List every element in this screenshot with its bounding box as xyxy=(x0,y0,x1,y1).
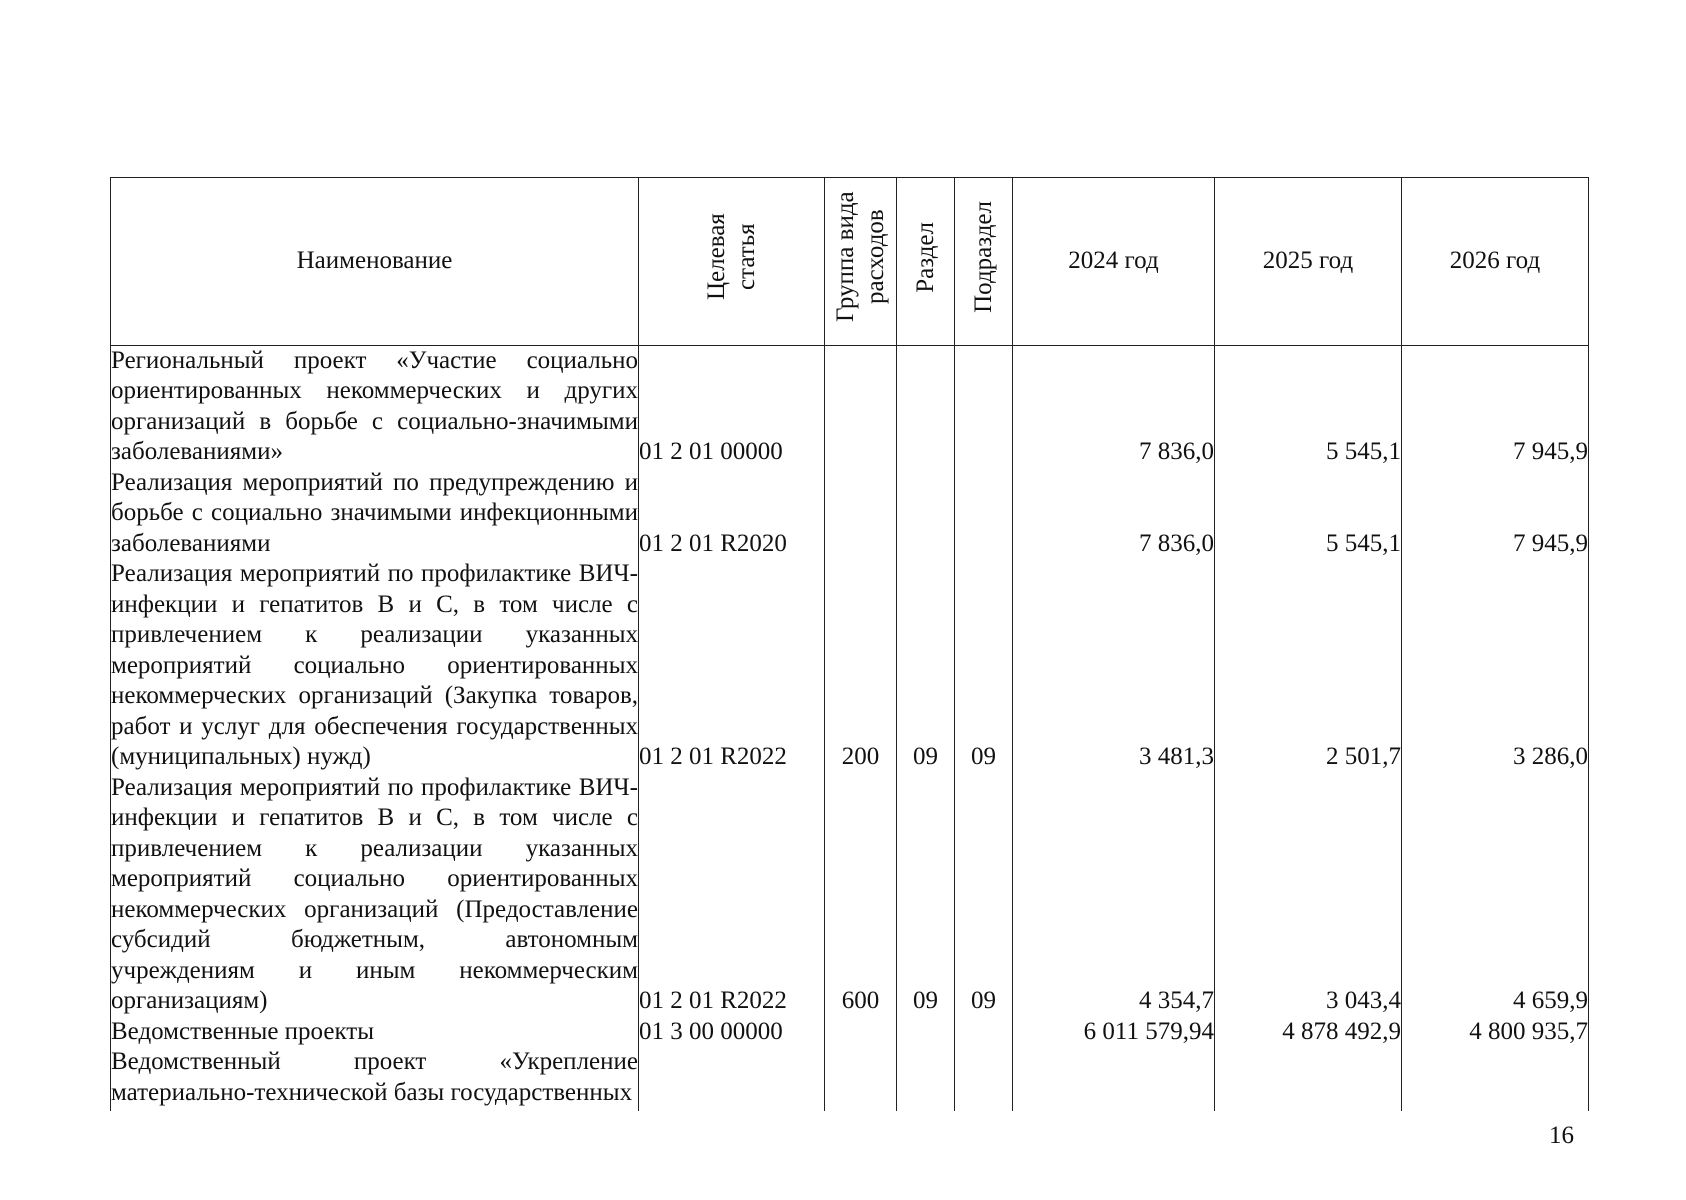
row-expense-group: 600 xyxy=(825,773,897,1017)
row-value-2026: 7 945,9 xyxy=(1402,345,1589,468)
table-row xyxy=(111,468,1589,560)
row-value-2024: 7 836,0 xyxy=(1013,345,1215,468)
row-section: 09 xyxy=(897,773,955,1017)
header-year-2025: 2025 год xyxy=(1215,178,1402,346)
row-target-article: 01 2 01 R2022 xyxy=(639,773,825,1017)
header-subsection: Подраздел xyxy=(955,178,1013,346)
row-name: Ведомственные проекты xyxy=(111,1017,639,1048)
row-name: Региональный проект «Участие социально ориентированных некоммерческих и других организаций в борьбе с социально-значимыми заболеваниями» xyxy=(111,345,639,468)
row-section xyxy=(897,468,955,560)
row-value-2024 xyxy=(1013,1047,1215,1111)
row-subsection xyxy=(955,468,1013,560)
row-section xyxy=(897,345,955,468)
table-row xyxy=(111,559,1589,773)
row-value-2025: 5 545,1 xyxy=(1215,345,1402,468)
row-value-2025: 5 545,1 xyxy=(1215,468,1402,560)
row-value-2026: 4 659,9 xyxy=(1402,773,1589,1017)
page-number: 16 xyxy=(1549,1122,1574,1149)
header-row xyxy=(111,178,1589,346)
row-subsection: 09 xyxy=(955,559,1013,773)
row-value-2024: 3 481,3 xyxy=(1013,559,1215,773)
row-value-2025: 4 878 492,9 xyxy=(1215,1017,1402,1048)
row-value-2024: 4 354,7 xyxy=(1013,773,1215,1017)
row-value-2025 xyxy=(1215,1047,1402,1111)
row-target-article: 01 3 00 00000 xyxy=(639,1017,825,1048)
header-year-2026: 2026 год xyxy=(1402,178,1589,346)
table-row xyxy=(111,345,1589,468)
row-section: 09 xyxy=(897,559,955,773)
row-expense-group: 200 xyxy=(825,559,897,773)
row-subsection xyxy=(955,1017,1013,1048)
row-target-article: 01 2 01 00000 xyxy=(639,345,825,468)
row-expense-group xyxy=(825,1047,897,1111)
row-expense-group xyxy=(825,468,897,560)
header-name: Наименование xyxy=(111,178,639,346)
row-section xyxy=(897,1047,955,1111)
row-value-2026: 4 800 935,7 xyxy=(1402,1017,1589,1048)
table-row xyxy=(111,1047,1589,1111)
row-name: Ведомственный проект «Укрепление материально-технической базы государственных xyxy=(111,1047,639,1111)
row-section xyxy=(897,1017,955,1048)
row-value-2024: 7 836,0 xyxy=(1013,468,1215,560)
row-value-2026: 7 945,9 xyxy=(1402,468,1589,560)
row-subsection xyxy=(955,1047,1013,1111)
row-name: Реализация мероприятий по профилактике ВИЧ-инфекции и гепатитов B и C, в том числе с привлечением к реализации указанных мероприятий социально ориентированных некоммерческих организаций (Предоставление субсидий бюджетным, автономным учреждениям и иным некоммерческим организациям) xyxy=(111,773,639,1017)
budget-table xyxy=(110,177,1589,1111)
row-value-2026 xyxy=(1402,1047,1589,1111)
header-expense-group: Группа вида расходов xyxy=(825,178,897,346)
row-target-article: 01 2 01 R2020 xyxy=(639,468,825,560)
header-year-2024: 2024 год xyxy=(1013,178,1215,346)
header-target-article: Целевая статья xyxy=(639,178,825,346)
header-section: Раздел xyxy=(897,178,955,346)
row-subsection: 09 xyxy=(955,773,1013,1017)
row-value-2025: 2 501,7 xyxy=(1215,559,1402,773)
row-name: Реализация мероприятий по предупреждению и борьбе с социально значимыми инфекционными заболеваниями xyxy=(111,468,639,560)
row-value-2024: 6 011 579,94 xyxy=(1013,1017,1215,1048)
row-expense-group xyxy=(825,345,897,468)
row-name: Реализация мероприятий по профилактике ВИЧ-инфекции и гепатитов B и C, в том числе с привлечением к реализации указанных мероприятий социально ориентированных некоммерческих организаций (Закупка товаров, работ и услуг для обеспечения государственных (муниципальных) нужд) xyxy=(111,559,639,773)
row-value-2026: 3 286,0 xyxy=(1402,559,1589,773)
row-expense-group xyxy=(825,1017,897,1048)
table-row xyxy=(111,1017,1589,1048)
row-subsection xyxy=(955,345,1013,468)
row-value-2025: 3 043,4 xyxy=(1215,773,1402,1017)
table-row xyxy=(111,773,1589,1017)
row-target-article: 01 2 01 R2022 xyxy=(639,559,825,773)
row-target-article xyxy=(639,1047,825,1111)
